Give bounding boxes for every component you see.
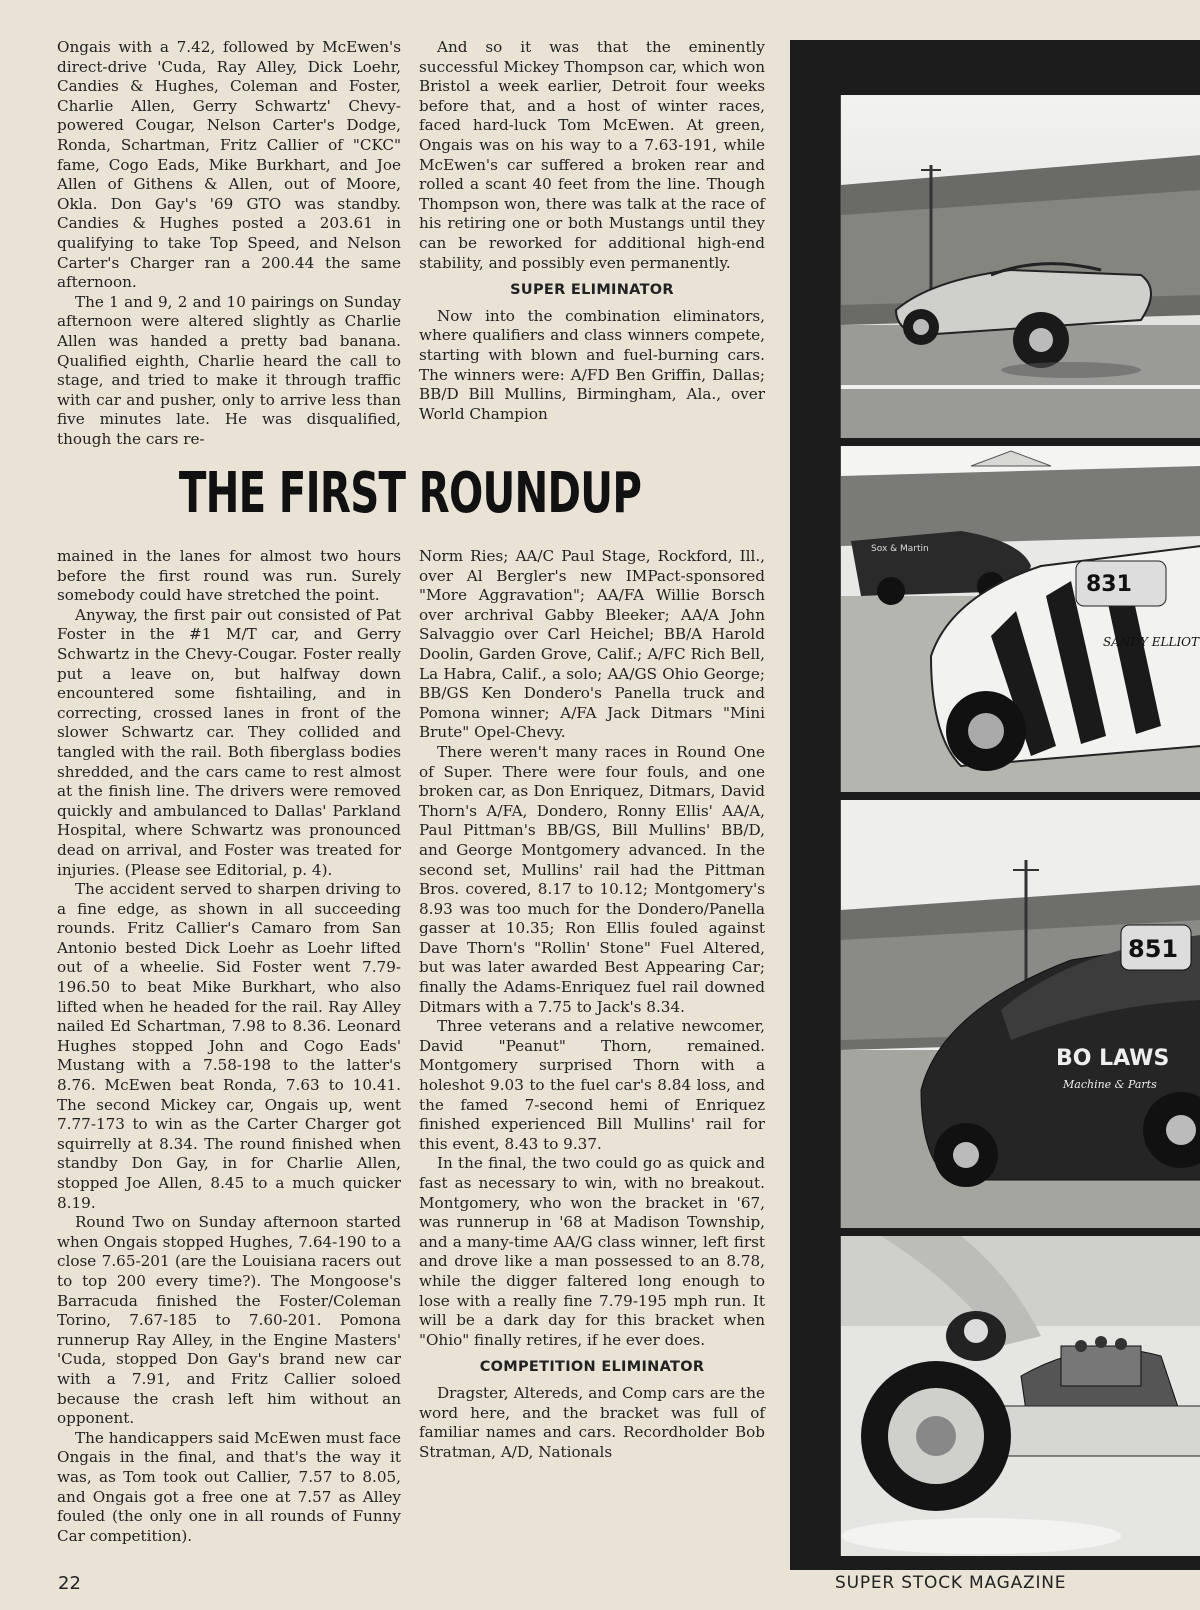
photo-text-sox-martin: Sox & Martin <box>871 544 929 554</box>
paragraph: There weren't many races in Round One of Super. There were four fouls, and one broken car, as Don Enriquez, Ditmars, David Thorn's A/FA, Dondero, Ronny Ellis' AA/A, Paul Pittman's BB/GS, Bill Mullins' BB/D, and George Montgomery advanced. In the second set, Mullins' rail had the Pittman Bros. covered, 8.17 to 10.12; Montgomery's 8.93 was too much for the Dondero/Panella gasser at 10.35; Ron Ellis fouled against Dave Thorn's "Rollin' Stone" Fuel Altered, but was later awarded Best Appearing Car; finally the Adams-Enriquez fuel rail downed Ditmars with a 7.75 to Jack's 8.34. <box>419 742 765 1016</box>
paragraph: The accident served to sharpen driving to a fine edge, as shown in all succeeding rounds. Fritz Callier's Camaro from San Antonio bested Dick Loehr as Loehr lifted out of a wheelie. Sid Foster went 7.79-196.50 to beat Mike Burkhart, who also lifted when he headed for the rail. Ray Alley nailed Ed Schartman, 7.98 to 8.36. Leonard Hughes stopped John and Cogo Eads' Mustang with a 7.58-198 to the latter's 8.76. McEwen beat Ronda, 7.63 to 10.41. The second Mickey car, Ongais up, went 7.77-173 to win as the Carter Charger got squirrelly at 8.34. The round finished when standby Don Gay, in for Charlie Allen, stopped Joe Allen, 8.45 to a much quicker 8.19. <box>57 880 401 1212</box>
paragraph: mained in the lanes for almost two hours before the first round was run. Surely somebody could have stretched the point. <box>57 547 401 605</box>
magazine-name: SUPER STOCK MAGAZINE <box>835 1573 1067 1593</box>
top-left-column <box>57 38 401 449</box>
photo-text-831: 831 <box>1086 572 1132 597</box>
section-heading-competition-eliminator: COMPETITION ELIMINATOR <box>479 1359 705 1376</box>
photo-text-851: 851 <box>1128 935 1179 963</box>
page-number: 22 <box>58 1573 81 1594</box>
photo-text-machine-parts: Machine & Parts <box>1063 1078 1157 1091</box>
paragraph: The 1 and 9, 2 and 10 pairings on Sunday afternoon were altered slightly as Charlie Allen was handed a pretty bad banana. Qualified eighth, Charlie heard the call to stage, and tried to make it through traffic with car and pusher, only to arrive less than five minutes late. He was disqualified, though the cars re- <box>57 292 401 448</box>
photo-text-bo-laws: BO LAWS <box>1056 1046 1170 1071</box>
paragraph: In the final, the two could go as quick and fast as necessary to win, with no breakout. Montgomery, who won the bracket in '67, was runnerup in '68 at Madison Township, and a many-time AA/G class winner, left first and drove like a man possessed to an 8.78, while the digger faltered long enough to lose with a really fine 7.79-195 mph run. It will be a dark day for this bracket when "Ohio" finally retires, if he ever does. <box>419 1154 765 1349</box>
photo-dragster-launch <box>840 1236 1200 1556</box>
paragraph: Dragster, Altereds, and Comp cars are the word here, and the bracket was full of familiar names and cars. Recordholder Bob Stratman, A/D, Nationals <box>419 1383 765 1461</box>
paragraph: Anyway, the first pair out consisted of Pat Foster in the #1 M/T car, and Gerry Schwartz in the Chevy-Cougar. Foster really put a leave on, but halfway down encountered some fishtailing, and in correcting, crossed lanes in front of the slower Schwartz car. They collided and tangled with the rail. Both fiberglass bodies shredded, and the cars came to rest almost at the finish line. The drivers were removed quickly and ambulanced to Dallas' Parkland Hospital, where Schwartz was pronounced dead on arrival, and Foster was treated for injuries. (Please see Editorial, p. 4). <box>57 605 401 879</box>
paragraph: Ongais with a 7.42, followed by McEwen's direct-drive 'Cuda, Ray Alley, Dick Loehr, Candies & Hughes, Coleman and Foster, Charlie Allen, Gerry Schwartz' Chevy-powered Cougar, Nelson Carter's Dodge, Ronda, Schartman, Fritz Callier of "CKC" fame, Cogo Eads, Mike Burkhart, and Joe Allen of Githens & Allen, out of Moore, Okla. Don Gay's '69 GTO was standby. Candies & Hughes posted a 203.61 in qualifying to take Top Speed, and Nelson Carter's Charger ran a 200.44 the same afternoon. <box>57 38 401 292</box>
paragraph: Three veterans and a relative newcomer, David "Peanut" Thorn, remained. Montgomery surprised Thorn with a holeshot 9.03 to the fuel car's 8.84 loss, and the famed 7-second hemi of Enriquez finished experienced Bill Mullins' rail for this event, 8.43 to 9.37. <box>419 1017 765 1153</box>
paragraph: Round Two on Sunday afternoon started when Ongais stopped Hughes, 7.64-190 to a close 7.65-201 (are the Louisiana racers out to top 200 every time?). The Mongoose's Barracuda finished the Foster/Coleman Torino, 7.67-185 to 7.60-201. Pomona runnerup Ray Alley, in the Engine Masters' 'Cuda, stopped Don Gay's brand new car with a 7.91, and Fritz Callier soloed because the crash left him without an opponent. <box>57 1213 401 1428</box>
article-headline: THE FIRST ROUNDUP <box>178 461 642 526</box>
top-right-column <box>419 38 765 424</box>
bottom-left-column <box>57 547 401 1546</box>
photo-bo-laws-funny-car <box>840 800 1200 1228</box>
photo-funny-car-wheelie <box>840 95 1200 438</box>
photo-text-sandy-elliot: SANDY ELLIOT <box>1103 635 1200 649</box>
section-heading-super-eliminator: SUPER ELIMINATOR <box>510 282 674 299</box>
paragraph: The handicappers said McEwen must face Ongais in the final, and that's the way it was, as Tom took out Callier, 7.57 to 8.05, and Ongais got a free one at 7.57 as Alley fouled (the only one in all rounds of Funny Car competition). <box>57 1428 401 1545</box>
photo-striped-funny-car <box>840 446 1200 792</box>
paragraph: Norm Ries; AA/C Paul Stage, Rockford, Ill., over Al Bergler's new IMPact-sponsored "More Aggravation"; AA/FA Willie Borsch over archrival Gabby Bleeker; AA/A John Salvaggio over Carl Heichel; BB/A Harold Doolin, Garden Grove, Calif.; A/FC Rich Bell, La Habra, Calif., a solo; AA/GS Ohio George; BB/GS Ken Dondero's Panella truck and Pomona winner; A/FA Jack Ditmars "Mini Brute" Opel-Chevy. <box>419 547 765 742</box>
paragraph: Now into the combination eliminators, where qualifiers and class winners compete, starting with blown and fuel-burning cars. The winners were: A/FD Ben Griffin, Dallas; BB/D Bill Mullins, Birmingham, Ala., over World Champion <box>419 306 765 423</box>
paragraph: And so it was that the eminently successful Mickey Thompson car, which won Bristol a week earlier, Detroit four weeks before that, and a host of winter races, faced hard-luck Tom McEwen. At green, Ongais was on his way to a 7.63-191, while McEwen's car suffered a broken rear and rolled a scant 40 feet from the line. Though Thompson won, there was talk at the race of his retiring one or both Mustangs until they can be reworked for additional high-end stability, and possibly even permanently. <box>419 38 765 272</box>
bottom-right-column <box>419 547 765 1462</box>
